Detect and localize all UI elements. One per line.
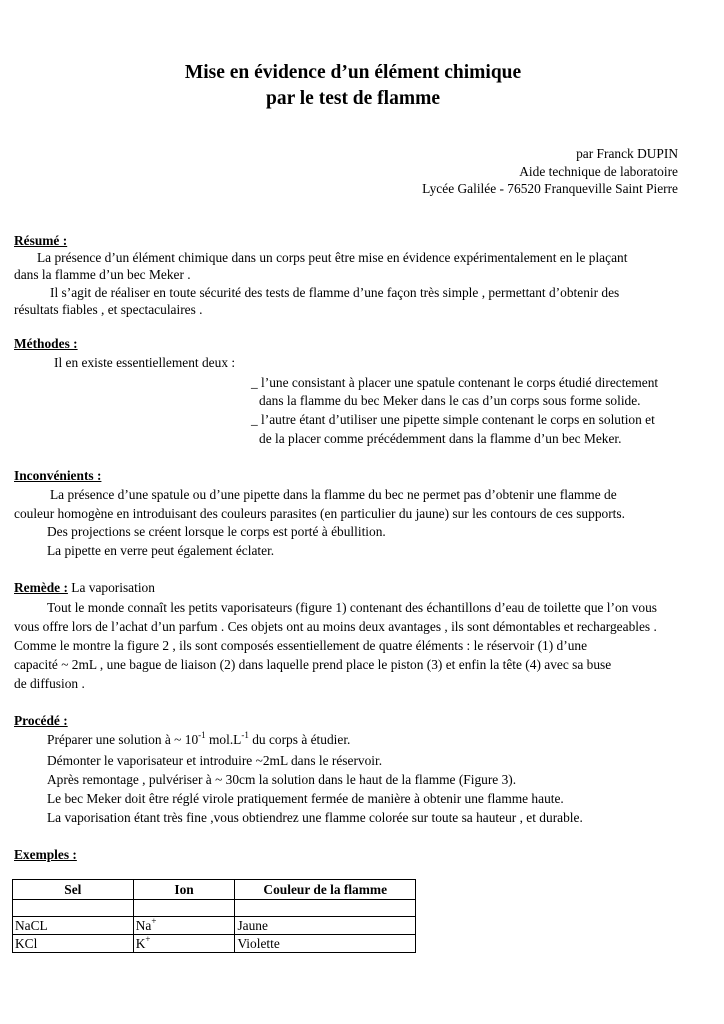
procede-line-1	[47, 731, 350, 749]
procede-line-1-b: mol.L	[205, 732, 242, 747]
cell-couleur: Jaune	[235, 917, 416, 935]
resume-line-3: Il s’agit de réaliser en toute sécurité des tests de flamme d’une façon très simple , permettant d’obtenir des	[50, 285, 620, 300]
procede-exponent-2: -1	[241, 729, 249, 740]
resume-line-1: La présence d’un élément chimique dans un corps peut être mise en évidence expérimentalement en le plaçant	[37, 250, 628, 265]
procede-line-3: Après remontage , pulvériser à ~ 30cm la solution dans le haut de la flamme (Figure 3).	[47, 772, 517, 787]
table-row	[13, 935, 416, 953]
document-title-line-2: par le test de flamme	[265, 88, 440, 109]
methodes-line-4: de la placer comme précédemment dans la flamme d’un bec Meker.	[259, 431, 622, 446]
inconvenients-line-4: La pipette en verre peut également éclater.	[47, 543, 275, 558]
resume-line-4: résultats fiables , et spectaculaires .	[14, 302, 203, 317]
procede-line-1-c: du corps à étudier.	[248, 732, 351, 747]
ion-symbol: K	[135, 936, 146, 951]
methodes-heading: Méthodes :	[14, 336, 78, 351]
methodes-line-3: _ l’autre étant d’utiliser une pipette simple contenant le corps en solution et	[251, 412, 655, 427]
table-row	[13, 917, 416, 935]
remede-line-4: capacité ~ 2mL , une bague de liaison (2) dans laquelle prend place le piston (3) et enfin la tête (4) avec sa buse	[14, 657, 612, 672]
author-name: par Franck DUPIN	[576, 146, 678, 161]
flame-colors-table	[12, 879, 416, 953]
procede-exponent-1: -1	[198, 729, 206, 740]
remede-heading: Remède :	[14, 580, 68, 595]
procede-heading: Procédé :	[14, 713, 68, 728]
procede-line-1-a: Préparer une solution à ~ 10	[47, 732, 199, 747]
cell-ion	[133, 935, 235, 953]
remede-heading-line	[14, 579, 155, 597]
procede-line-5: La vaporisation étant très fine ,vous obtiendrez une flamme colorée sur toute sa hauteur , et durable.	[47, 810, 583, 825]
ion-charge: +	[145, 933, 151, 944]
methodes-intro: Il en existe essentiellement deux :	[54, 355, 236, 370]
inconvenients-line-2: couleur homogène en introduisant des couleurs parasites (en particulier du jaune) sur les contours de ces supports.	[14, 506, 625, 521]
remede-subtitle: La vaporisation	[71, 580, 155, 595]
remede-line-1: Tout le monde connaît les petits vaporisateurs (figure 1) contenant des échantillons d’eau de toilette que l’on vous	[47, 600, 658, 615]
resume-line-2: dans la flamme d’un bec Meker .	[14, 267, 191, 282]
resume-heading: Résumé :	[14, 233, 68, 248]
methodes-line-1: _ l’une consistant à placer une spatule contenant le corps étudié directement	[251, 375, 659, 390]
remede-line-5: de diffusion .	[14, 676, 85, 691]
inconvenients-line-1: La présence d’une spatule ou d’une pipette dans la flamme du bec ne permet pas d’obtenir une flamme de	[50, 487, 617, 502]
inconvenients-line-3: Des projections se créent lorsque le corps est porté à ébullition.	[47, 524, 386, 539]
cell-sel: KCl	[13, 935, 134, 953]
procede-line-2: Démonter le vaporisateur et introduire ~2mL dans le réservoir.	[47, 753, 383, 768]
column-header-couleur: Couleur de la flamme	[235, 880, 416, 900]
cell-couleur: Violette	[235, 935, 416, 953]
table-cell-empty	[133, 900, 235, 917]
table-row-empty	[13, 900, 416, 917]
table-header-row	[13, 880, 416, 900]
exemples-heading: Exemples :	[14, 847, 77, 862]
column-header-sel: Sel	[13, 880, 134, 900]
author-school: Lycée Galilée - 76520 Franqueville Saint Pierre	[422, 181, 678, 196]
inconvenients-heading: Inconvénients :	[14, 468, 102, 483]
document-title-line-1: Mise en évidence d’un élément chimique	[184, 62, 522, 83]
table-cell-empty	[13, 900, 134, 917]
remede-line-3: Comme le montre la figure 2 , ils sont composés essentiellement de quatre éléments : le réservoir (1) d’une	[14, 638, 588, 653]
table-cell-empty	[235, 900, 416, 917]
cell-sel: NaCL	[13, 917, 134, 935]
ion-charge: +	[151, 915, 157, 926]
procede-line-4: Le bec Meker doit être réglé virole pratiquement fermée de manière à obtenir une flamme haute.	[47, 791, 564, 806]
methodes-line-2: dans la flamme du bec Meker dans le cas d’un corps sous forme solide.	[259, 393, 641, 408]
column-header-ion: Ion	[133, 880, 235, 900]
author-role: Aide technique de laboratoire	[519, 164, 678, 179]
cell-ion	[133, 917, 235, 935]
ion-symbol: Na	[135, 918, 152, 933]
remede-line-2: vous offre lors de l’achat d’un parfum . Ces objets ont au moins deux avantages , ils sont démontables et rechargeables .	[14, 619, 657, 634]
